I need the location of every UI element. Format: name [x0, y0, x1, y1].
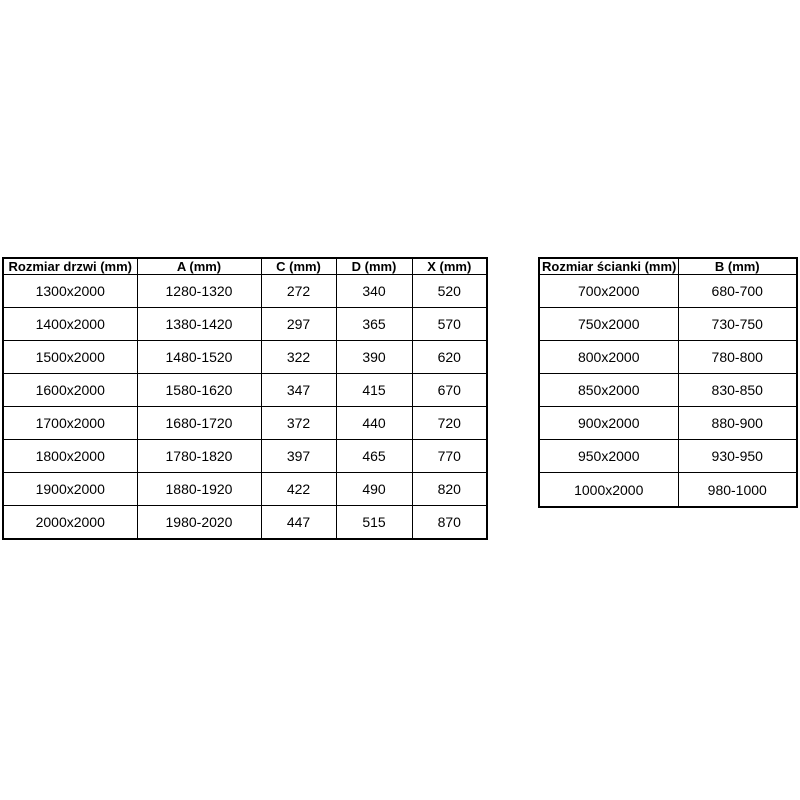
table-cell: 1000x2000	[539, 473, 678, 507]
door-size-table-header	[3, 258, 487, 275]
wall-size-table-header	[539, 258, 797, 275]
table-cell: 1480-1520	[137, 340, 261, 373]
table-cell: 1780-1820	[137, 439, 261, 472]
wall-size-table-body	[539, 275, 797, 508]
door-size-table	[2, 257, 488, 540]
table-cell: 1400x2000	[3, 307, 137, 340]
table-cell: 1280-1320	[137, 275, 261, 308]
table-cell: 870	[412, 505, 487, 539]
table-cell: 1880-1920	[137, 472, 261, 505]
table-cell: 1580-1620	[137, 373, 261, 406]
table-cell: 1300x2000	[3, 275, 137, 308]
table-row	[3, 373, 487, 406]
table-row	[539, 308, 797, 341]
table-cell: 670	[412, 373, 487, 406]
table-cell: 415	[336, 373, 412, 406]
table-cell: 900x2000	[539, 407, 678, 440]
table-cell: 465	[336, 439, 412, 472]
table-cell: 347	[261, 373, 336, 406]
table-cell: 447	[261, 505, 336, 539]
column-header: A (mm)	[137, 258, 261, 275]
table-row	[3, 275, 487, 308]
door-size-table-body	[3, 275, 487, 540]
table-row	[3, 439, 487, 472]
table-row	[539, 440, 797, 473]
column-header: D (mm)	[336, 258, 412, 275]
table-cell: 780-800	[678, 341, 797, 374]
table-row	[3, 307, 487, 340]
table-cell: 390	[336, 340, 412, 373]
table-row	[539, 374, 797, 407]
table-cell: 372	[261, 406, 336, 439]
table-cell: 620	[412, 340, 487, 373]
table-cell: 520	[412, 275, 487, 308]
table-row	[539, 407, 797, 440]
table-cell: 1380-1420	[137, 307, 261, 340]
table-cell: 397	[261, 439, 336, 472]
table-cell: 750x2000	[539, 308, 678, 341]
table-cell: 272	[261, 275, 336, 308]
table-cell: 980-1000	[678, 473, 797, 507]
column-header: B (mm)	[678, 258, 797, 275]
table-cell: 720	[412, 406, 487, 439]
table-row	[539, 473, 797, 507]
table-cell: 422	[261, 472, 336, 505]
table-cell: 1500x2000	[3, 340, 137, 373]
column-header: Rozmiar ścianki (mm)	[539, 258, 678, 275]
table-cell: 880-900	[678, 407, 797, 440]
column-header: C (mm)	[261, 258, 336, 275]
table-cell: 297	[261, 307, 336, 340]
header-row	[3, 258, 487, 275]
table-cell: 950x2000	[539, 440, 678, 473]
table-cell: 570	[412, 307, 487, 340]
table-cell: 730-750	[678, 308, 797, 341]
column-header: X (mm)	[412, 258, 487, 275]
table-row	[3, 472, 487, 505]
column-header: Rozmiar drzwi (mm)	[3, 258, 137, 275]
table-row	[3, 406, 487, 439]
table-cell: 340	[336, 275, 412, 308]
table-cell: 2000x2000	[3, 505, 137, 539]
table-cell: 1980-2020	[137, 505, 261, 539]
table-cell: 680-700	[678, 275, 797, 308]
table-cell: 515	[336, 505, 412, 539]
header-row	[539, 258, 797, 275]
table-row	[3, 505, 487, 539]
table-row	[539, 275, 797, 308]
table-cell: 1700x2000	[3, 406, 137, 439]
table-cell: 700x2000	[539, 275, 678, 308]
table-cell: 770	[412, 439, 487, 472]
table-cell: 800x2000	[539, 341, 678, 374]
table-cell: 850x2000	[539, 374, 678, 407]
table-cell: 322	[261, 340, 336, 373]
table-row	[3, 340, 487, 373]
table-cell: 820	[412, 472, 487, 505]
table-cell: 440	[336, 406, 412, 439]
table-cell: 1900x2000	[3, 472, 137, 505]
table-cell: 1680-1720	[137, 406, 261, 439]
wall-size-table	[538, 257, 798, 508]
table-cell: 930-950	[678, 440, 797, 473]
table-cell: 365	[336, 307, 412, 340]
table-cell: 1600x2000	[3, 373, 137, 406]
table-cell: 490	[336, 472, 412, 505]
table-cell: 1800x2000	[3, 439, 137, 472]
table-cell: 830-850	[678, 374, 797, 407]
table-row	[539, 341, 797, 374]
